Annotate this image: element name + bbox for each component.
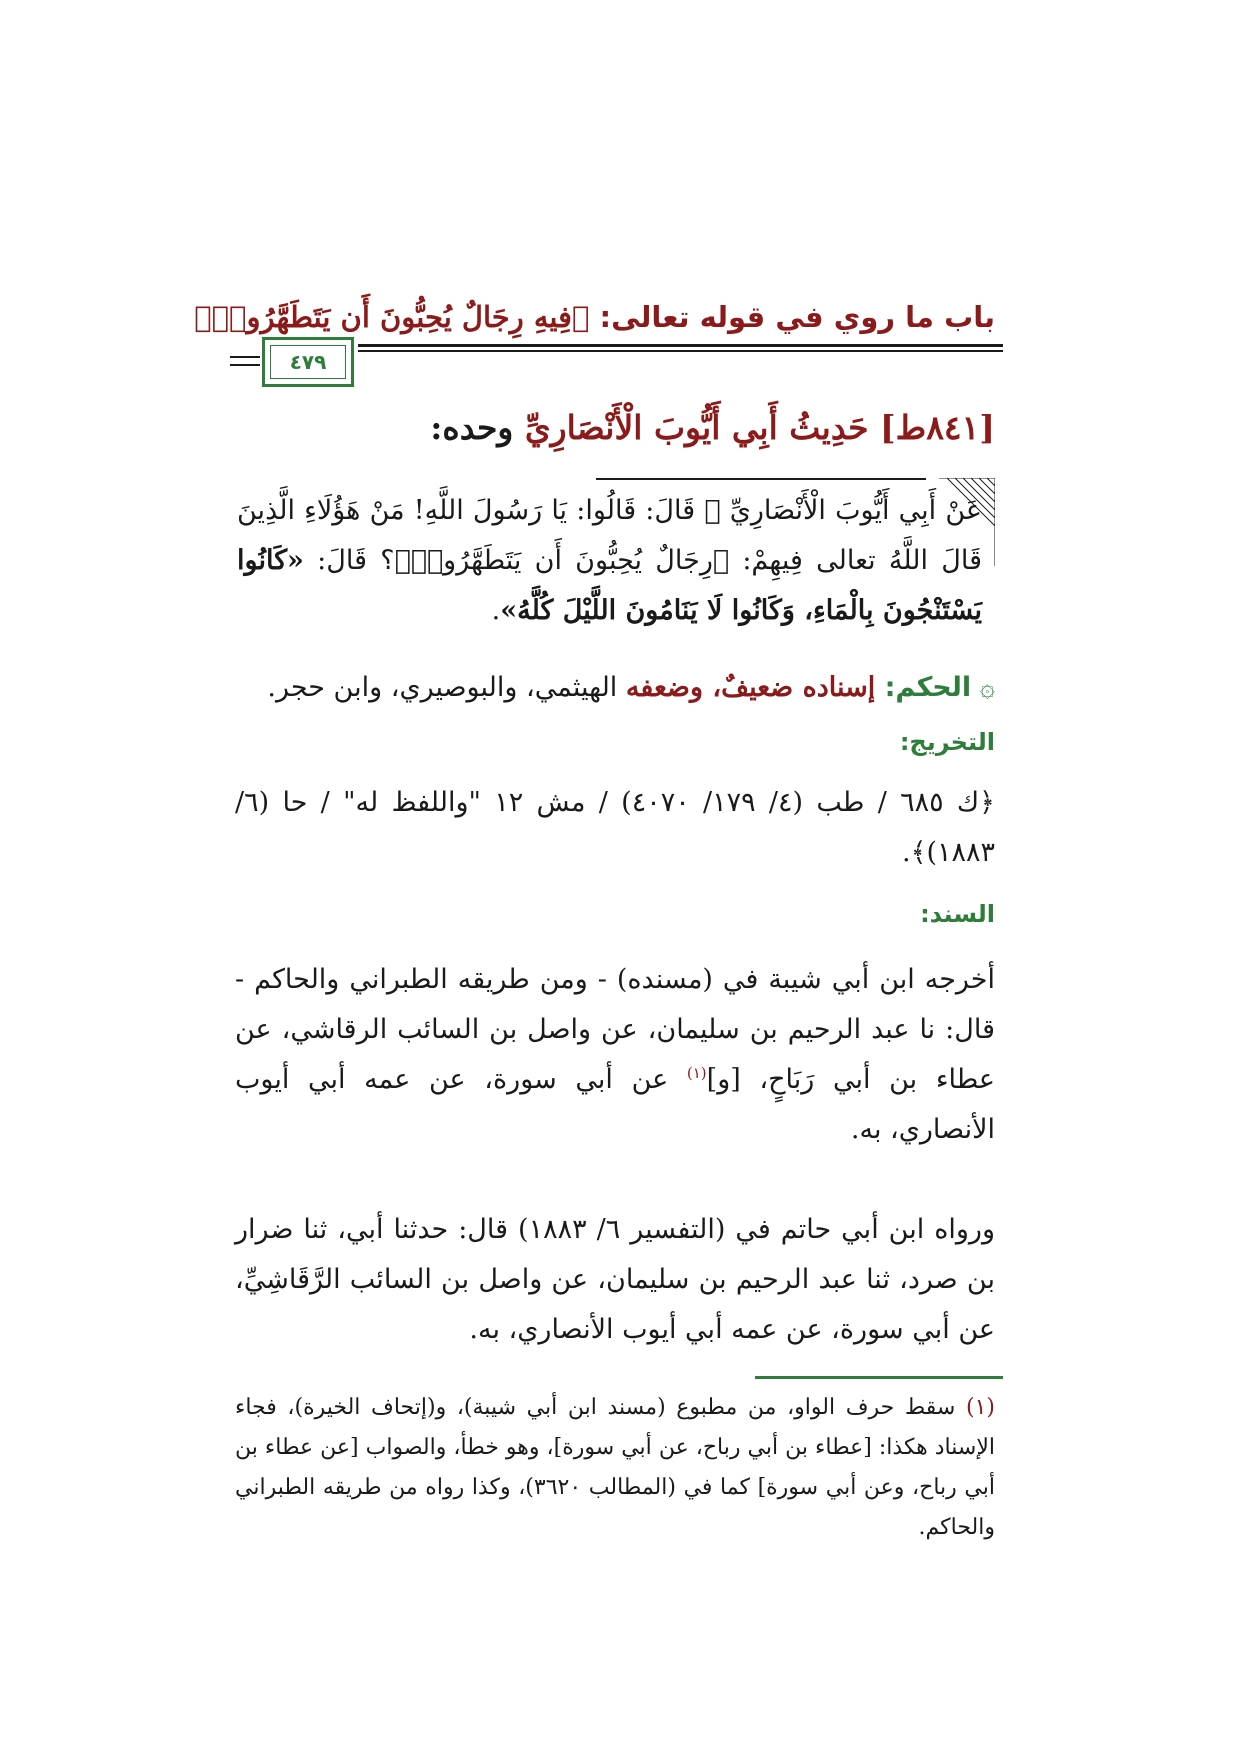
- chapter-header: [194, 300, 995, 334]
- hadith-prophet-saying: «كَانُوا يَسْتَنْجُونَ بِالْمَاءِ، وَكَانُوا لَا يَنَامُونَ اللَّيْلَ كُلَّهُ»: [237, 545, 982, 626]
- footnote-reference[interactable]: (١): [686, 1064, 707, 1082]
- hadith-title-suffix: وحده:: [430, 408, 525, 447]
- sanad-paragraph-1-b: عن أبي سورة، عن عمه أبي أيوب الأنصاري، به.: [235, 1064, 995, 1145]
- header-rule-right-lower: [358, 350, 1003, 352]
- footnote-text: سقط حرف الواو، من مطبوع (مسند ابن أبي شيبة)، و(إتحاف الخيرة)، فجاء الإسناد هكذا: [عطاء بن أبي رباح، عن أبي سورة]، وهو خطأ، والصواب [عن عطاء بن أبي رباح، وعن أبي سورة] كما في (المطالب ٣٦٢٠)، وكذا رواه من طريقه الطبراني والحاكم.: [235, 1395, 995, 1540]
- hadith-box-top-line: [596, 478, 926, 480]
- header-rule-left-lower: [230, 364, 260, 366]
- ruling-label: الحكم:: [875, 672, 972, 703]
- takhrij-text: ﴿ك ٦٨٥ / طب (٤/ ١٧٩/ ٤٠٧٠) / مش ١٢ "واللفظ له" / حا (٦/ ١٨٨٣)﴾.: [235, 787, 995, 868]
- takhrij-label: التخريج:: [899, 728, 995, 756]
- sanad-paragraph-1: [235, 955, 995, 1155]
- sanad-paragraph-2: ورواه ابن أبي حاتم في (التفسير ٦/ ١٨٨٣) قال: حدثنا أبي، ثنا ضرار بن صرد، ثنا عبد الرحيم بن سليمان، عن واصل بن السائب الرَّقَاشِيِّ، عن أبي سورة، عن عمه أبي أيوب الأنصاري، به.: [235, 1214, 995, 1345]
- sanad-label: السند:: [920, 900, 995, 928]
- chapter-verse: ﴿فِيهِ رِجَالٌ يُحِبُّونَ أَن يَتَطَهَّرُوا۟﴾: [194, 300, 590, 334]
- footnote: [235, 1388, 995, 1548]
- chapter-prefix: باب ما روي في قوله تعالى:: [589, 300, 995, 334]
- ruling-verdict: إسناده ضعيفٌ،: [703, 672, 876, 703]
- hadith-text: [237, 486, 982, 636]
- ruling-weakened: وضعفه: [625, 672, 703, 703]
- page-number-frame: [262, 337, 354, 387]
- page-number: ٤٧٩: [270, 345, 346, 379]
- header-rule-left-upper: [230, 356, 260, 358]
- hadith-title: [٨٤١ط] حَدِيثُ أَبِي أَيُّوبَ الْأَنْصَارِيِّ: [524, 408, 995, 447]
- hadith-heading: [235, 408, 995, 447]
- footnote-marker: (١): [965, 1395, 995, 1420]
- hadith-verse: ﴿رِجَالٌ يُحِبُّونَ أَن يَتَطَهَّرُوا۟﴾: [394, 545, 730, 576]
- ruling-rest: الهيثمي، والبوصيري، وابن حجر.: [267, 672, 626, 703]
- header-rule-right-upper: [358, 344, 1003, 347]
- ruling-line: [235, 672, 995, 703]
- footnote-separator: [755, 1376, 1003, 1379]
- hadith-text-end: .: [491, 595, 501, 626]
- flower-ornament-icon: ۞: [979, 673, 995, 703]
- hadith-text-part2: ؟ قَالَ:: [303, 545, 395, 576]
- sanad-paragraph-1-a: أخرجه ابن أبي شيبة في (مسنده) - ومن طريقه الطبراني والحاكم - قال: نا عبد الرحيم بن سليمان، عن واصل بن السائب الرقاشي، عن عطاء بن أبي رَبَاحٍ، [و]: [235, 964, 995, 1095]
- hadith-text-part1: عَنْ أَبِي أَيُّوبَ الْأَنْصَارِيِّ ﵁ قَالَ: قَالُوا: يَا رَسُولَ اللَّهِ! مَنْ هَؤُلَاءِ الَّذِينَ قَالَ اللَّهُ تعالى فِيهِمْ:: [237, 495, 982, 576]
